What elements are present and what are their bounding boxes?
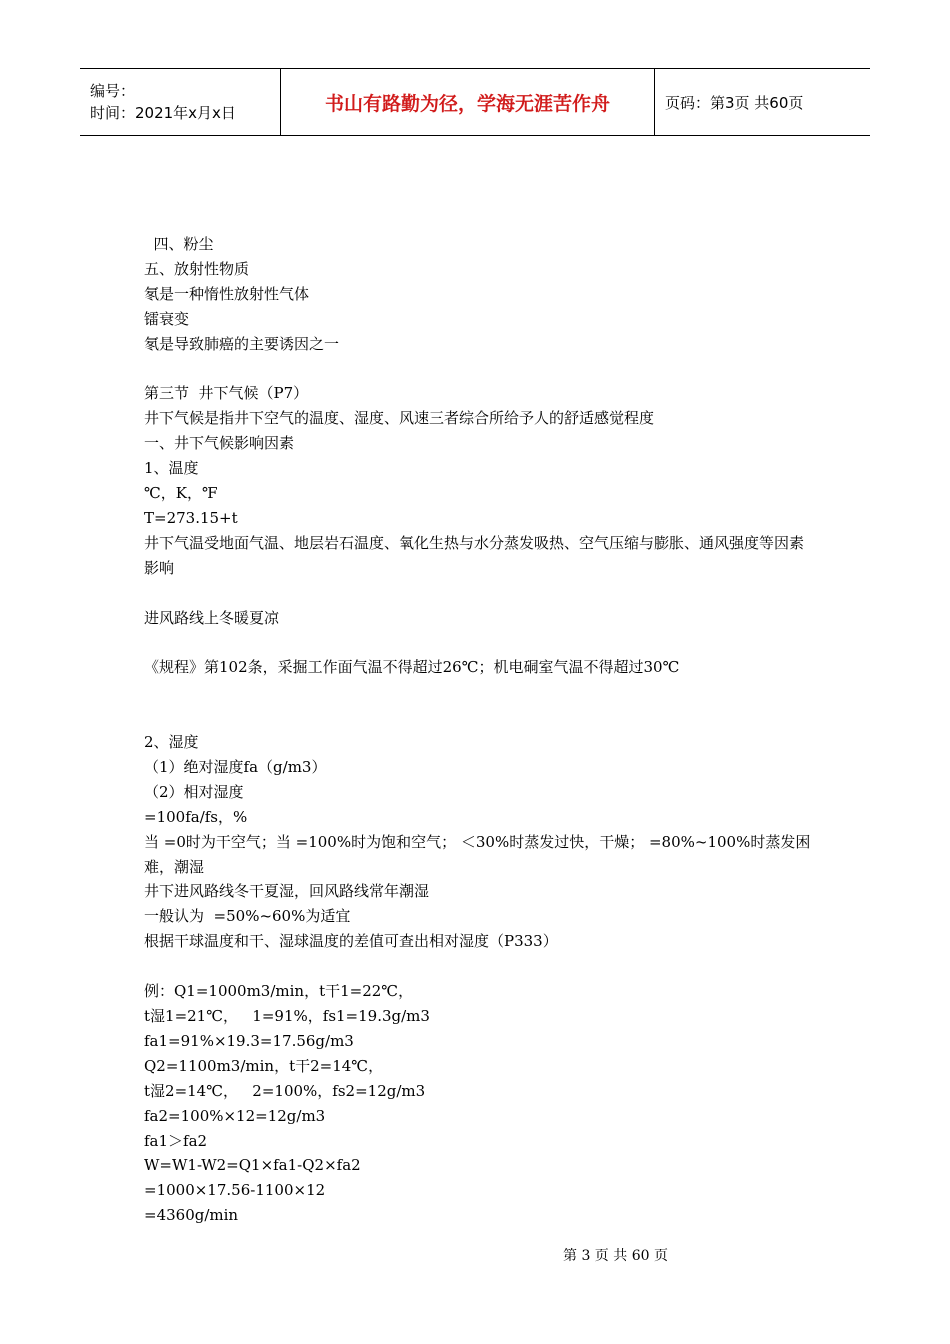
blank-line	[144, 357, 814, 382]
text-line: 井下气候是指井下空气的温度、湿度、风速三者综合所给予人的舒适感觉程度	[144, 409, 655, 428]
text-line: t湿1=21℃， 1=91%，fs1=19.3g/m3	[144, 1007, 430, 1025]
text-line: 氡是一种惰性放射性气体	[144, 284, 310, 303]
blank-line	[144, 581, 814, 606]
text-paragraph: 当 =0时为干空气；当 =100%时为饱和空气； ＜30%时蒸发过快，干燥； =80%~100%时蒸发困难，潮湿	[144, 832, 811, 876]
text-line: fa1=91%×19.3=17.56g/m3	[144, 1031, 354, 1050]
section-heading: 第三节 井下气候（P7）	[144, 384, 309, 403]
blank-line	[144, 680, 814, 705]
doc-date-label: 时间：2021年x月x日	[90, 104, 236, 122]
blank-line	[144, 954, 814, 979]
text-line: （1）绝对湿度fa（g/m3）	[144, 757, 327, 776]
text-paragraph: 井下气温受地面气温、地层岩石温度、氧化生热与水分蒸发吸热、空气压缩与膨胀、通风强度等因素影响	[144, 533, 805, 577]
text-line: T=273.15+t	[144, 508, 238, 527]
text-line: =4360g/min	[144, 1206, 239, 1225]
text-line: =100fa/fs，%	[144, 807, 248, 826]
blank-line	[144, 630, 814, 655]
text-line: 一、井下气候影响因素	[144, 434, 295, 453]
text-line: 《规程》第102条，采掘工作面气温不得超过26℃；机电硐室气温不得超过30℃	[144, 658, 680, 677]
text-line: t湿2=14℃， 2=100%，fs2=12g/m3	[144, 1081, 426, 1100]
text-line: fa1＞fa2	[144, 1131, 208, 1150]
page-footer: 第 3 页 共 60 页	[563, 1248, 668, 1264]
text-line: fa2=100%×12=12g/m3	[144, 1106, 326, 1125]
text-line: 五、放射性物质	[144, 259, 250, 278]
header-page-info: 页码：第3页 共60页	[665, 93, 804, 112]
text-line: 井下进风路线冬干夏湿，回风路线常年潮湿	[144, 882, 430, 901]
text-line: 镭衰变	[144, 309, 190, 328]
header-motto: 书山有路勤为径，学海无涯苦作舟	[281, 69, 655, 135]
text-line: ℃，K，℉	[144, 484, 218, 503]
text-line: （2）相对湿度	[144, 782, 244, 801]
text-line: 2、湿度	[144, 733, 199, 752]
text-line: W=W1-W2=Q1×fa1-Q2×fa2	[144, 1156, 361, 1175]
text-line: 一般认为 =50%~60%为适宜	[144, 907, 351, 926]
text-line: 1、温度	[144, 459, 199, 478]
doc-number-label: 编号：	[90, 82, 136, 100]
document-body	[144, 232, 814, 1228]
header-meta	[80, 69, 281, 135]
page-header	[80, 68, 870, 136]
text-line: 根据干球温度和干、湿球温度的差值可查出相对湿度（P333）	[144, 932, 558, 951]
text-line: 例：Q1=1000m3/min，t干1=22℃，	[144, 982, 414, 1001]
text-line: Q2=1100m3/min，t干2=14℃，	[144, 1056, 384, 1075]
text-line: =1000×17.56-1100×12	[144, 1181, 326, 1200]
text-line: 进风路线上冬暖夏凉	[144, 608, 280, 627]
text-line: 四、粉尘	[144, 235, 214, 253]
blank-line	[144, 705, 814, 730]
text-line: 氡是导致肺癌的主要诱因之一	[144, 334, 340, 353]
